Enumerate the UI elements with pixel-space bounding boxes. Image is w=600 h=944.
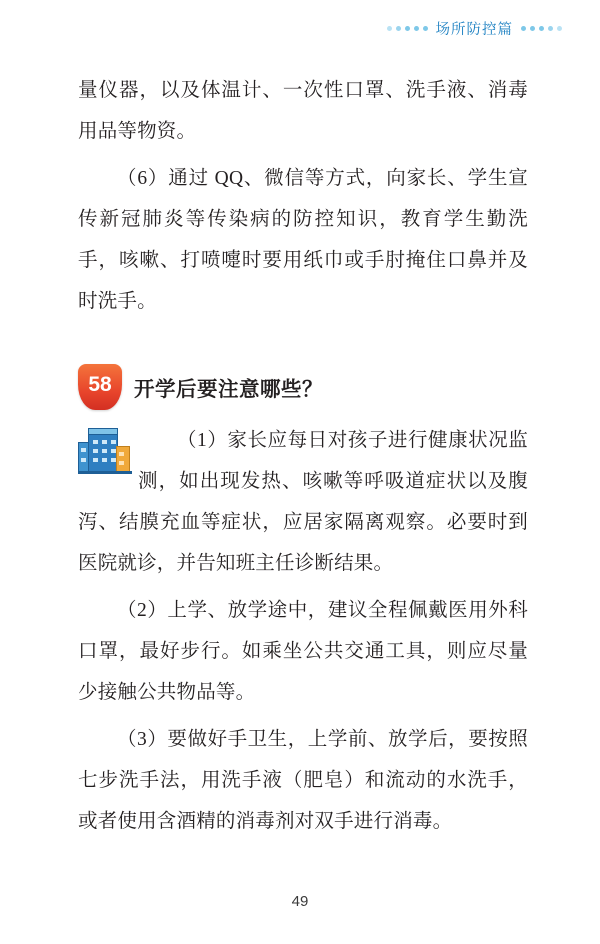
page-header (0, 0, 600, 58)
chapter-title: 场所防控篇 (435, 22, 513, 38)
paragraph-item-3: （3）要做好手卫生，上学前、放学后，要按照七步洗手法，用洗手液（肥皂）和流动的水洗手，或者使用含酒精的消毒剂对双手进行消毒。 (78, 729, 528, 832)
building-icon (78, 426, 132, 474)
paragraph-item-6: （6）通过 QQ、微信等方式，向家长、学生宣传新冠肺炎等传染病的防控知识，教育学生勤洗手，咳嗽、打喷嚏时要用纸巾或手肘掩住口鼻并及时洗手。 (78, 168, 528, 312)
question-title: 开学后要注意哪些？ (134, 378, 323, 401)
answer-first-block (78, 420, 528, 584)
header-dots-left-icon (387, 26, 428, 31)
header-dots-right-icon (521, 26, 562, 31)
page-content (78, 70, 528, 848)
paragraph-item-2: （2）上学、放学途中，建议全程佩戴医用外科口罩，最好步行。如乘坐公共交通工具，则应尽量少接触公共物品等。 (78, 600, 528, 703)
paragraph-item-1: （1）家长应每日对孩子进行健康状况监测，如出现发热、咳嗽等呼吸道症状以及腹泻、结膜充血等症状，应居家隔离观察。必要时到医院就诊，并告知班主任诊断结果。 (78, 430, 528, 574)
question-heading (78, 364, 528, 410)
page-number: 49 (291, 893, 309, 910)
paragraph-continuation: 量仪器，以及体温计、一次性口罩、洗手液、消毒用品等物资。 (78, 80, 528, 142)
question-number: 58 (88, 372, 112, 396)
header-chapter-label (387, 18, 563, 39)
question-number-badge (78, 364, 122, 410)
